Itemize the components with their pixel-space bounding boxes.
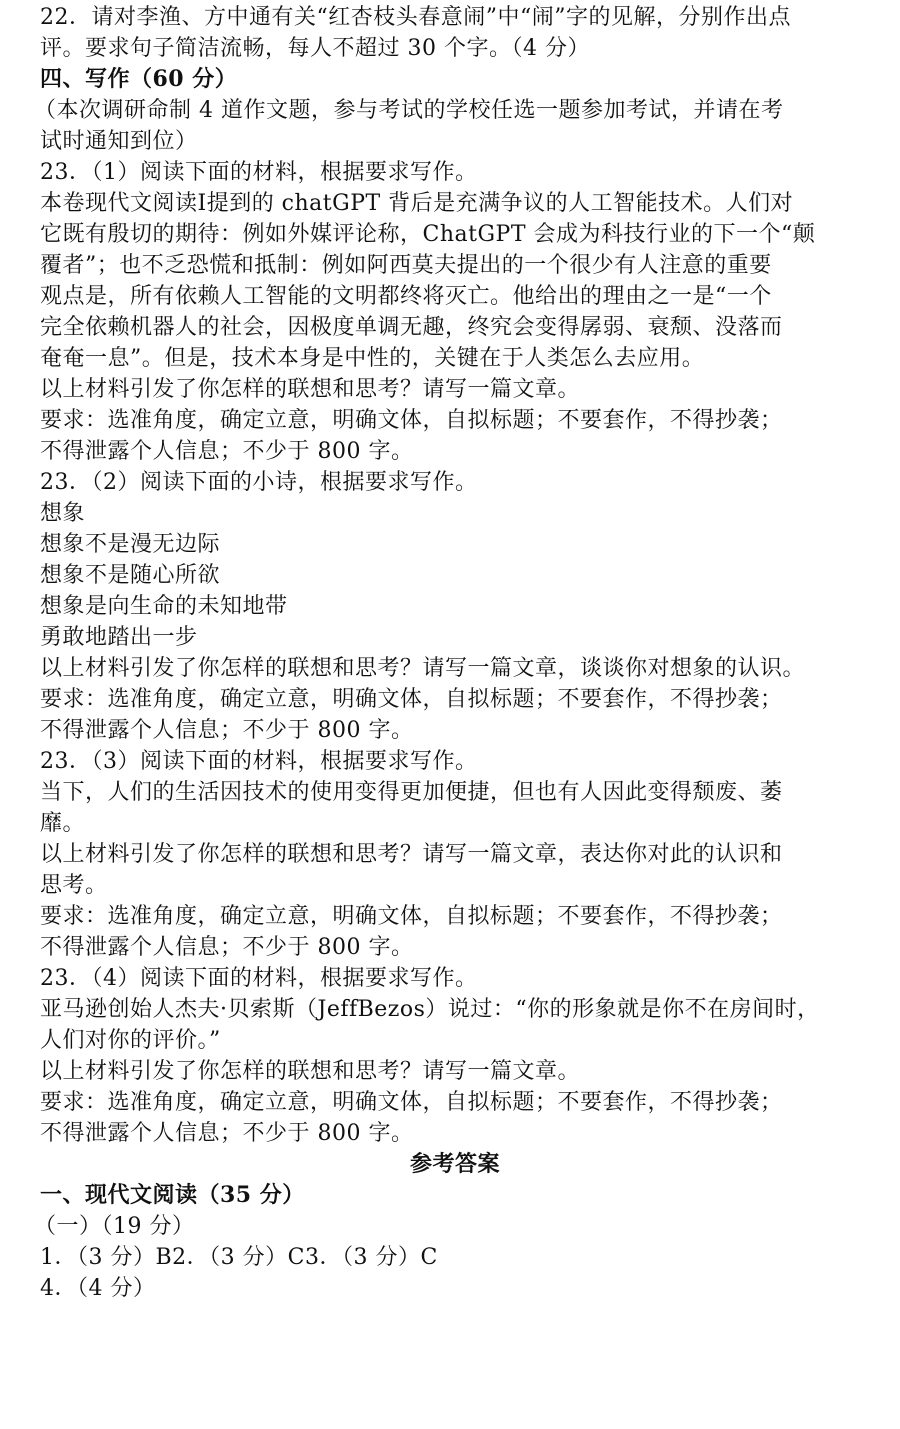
task1-material-line: 本卷现代文阅读I提到的 chatGPT 背后是充满争议的人工智能技术。人们对 (40, 191, 794, 216)
answers-title: 参考答案 (409, 1151, 500, 1177)
task1-material-line: 它既有殷切的期待：例如外媒评论称，ChatGPT 会成为科技行业的下一个“颠 (40, 222, 816, 247)
task4-header: 23．（4）阅读下面的材料，根据要求写作。 (40, 966, 478, 991)
task2-prompt: 以上材料引发了你怎样的联想和思考？请写一篇文章，谈谈你对想象的认识。 (40, 656, 806, 681)
task4-material-line-2: 人们对你的评价。” (40, 1028, 221, 1053)
task3-requirements-line-1: 要求：选准角度，确定立意，明确文体，自拟标题；不要套作，不得抄袭； (40, 904, 783, 929)
task3-material-line-1: 当下，人们的生活因技术的使用变得更加便捷，但也有人因此变得颓废、萎 (40, 780, 783, 805)
task3-header: 23．（3）阅读下面的材料，根据要求写作。 (40, 749, 478, 774)
answers-section-heading: 一、现代文阅读（35 分） (40, 1182, 305, 1208)
task1-material-line: 覆者”；也不乏恐慌和抵制：例如阿西莫夫提出的一个很少有人注意的重要 (40, 253, 772, 278)
task3-requirements-line-2: 不得泄露个人信息；不少于 800 字。 (40, 935, 414, 960)
task4-requirements-line-1: 要求：选准角度，确定立意，明确文体，自拟标题；不要套作，不得抄袭； (40, 1090, 783, 1115)
task4-prompt: 以上材料引发了你怎样的联想和思考？请写一篇文章。 (40, 1059, 581, 1084)
poem-line: 想象是向生命的未知地带 (40, 594, 288, 619)
task3-prompt-line-2: 思考。 (40, 873, 108, 898)
answers-line-1: 1．（3 分）B2．（3 分）C3．（3 分）C (40, 1245, 438, 1270)
task2-requirements-line-2: 不得泄露个人信息；不少于 800 字。 (40, 718, 414, 743)
writing-note-line-2: 试时通知到位） (40, 129, 198, 154)
task1-header: 23．（1）阅读下面的材料，根据要求写作。 (40, 160, 478, 185)
task2-header: 23．（2）阅读下面的小诗，根据要求写作。 (40, 470, 478, 495)
task1-material-line: 奄奄一息”。但是，技术本身是中性的，关键在于人类怎么去应用。 (40, 346, 705, 371)
task2-requirements-line-1: 要求：选准角度，确定立意，明确文体，自拟标题；不要套作，不得抄袭； (40, 687, 783, 712)
poem-line: 想象不是漫无边际 (40, 532, 221, 557)
poem-line: 想象不是随心所欲 (40, 563, 221, 588)
task1-requirements-line-1: 要求：选准角度，确定立意，明确文体，自拟标题；不要套作，不得抄袭； (40, 408, 783, 433)
task1-prompt: 以上材料引发了你怎样的联想和思考？请写一篇文章。 (40, 377, 581, 402)
task4-material-line-1: 亚马逊创始人杰夫·贝索斯（JeffBezos）说过：“你的形象就是你不在房间时， (40, 997, 820, 1022)
answers-part-heading: （一）（19 分） (34, 1214, 195, 1239)
poem-title: 想象 (40, 501, 86, 526)
writing-section-heading: 四、写作（60 分） (40, 66, 238, 92)
task1-material-line: 观点是，所有依赖人工智能的文明都终将灭亡。他给出的理由之一是“一个 (40, 284, 772, 309)
task1-requirements-line-2: 不得泄露个人信息；不少于 800 字。 (40, 439, 414, 464)
task1-material-line: 完全依赖机器人的社会，因极度单调无趣，终究会变得孱弱、衰颓、没落而 (40, 315, 783, 340)
document-page (34, 2, 870, 1304)
q22-line-1: 22．请对李渔、方中通有关“红杏枝头春意闹”中“闹”字的见解，分别作出点 (40, 5, 791, 30)
task3-material-line-2: 靡。 (40, 811, 86, 836)
writing-note-line-1: （本次调研命制 4 道作文题，参与考试的学校任选一题参加考试，并请在考 (34, 98, 784, 123)
q22-line-2: 评。要求句子简洁流畅，每人不超过 30 个字。（4 分） (40, 36, 590, 61)
task4-requirements-line-2: 不得泄露个人信息；不少于 800 字。 (40, 1121, 414, 1146)
poem-line: 勇敢地踏出一步 (40, 625, 198, 650)
task3-prompt-line-1: 以上材料引发了你怎样的联想和思考？请写一篇文章，表达你对此的认识和 (40, 842, 783, 867)
answers-line-2: 4．（4 分） (40, 1276, 156, 1301)
